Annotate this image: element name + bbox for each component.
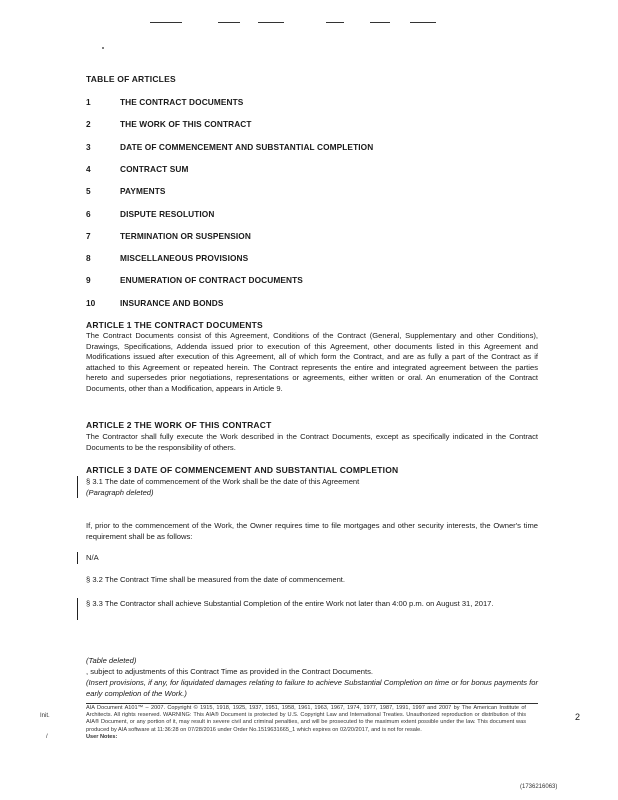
toc-item-number: 5 bbox=[86, 186, 91, 197]
revision-bar bbox=[77, 552, 78, 564]
toc-item-number: 10 bbox=[86, 297, 96, 308]
section-3-1: § 3.1 The date of commencement of the Work shall be the date of this Agreement bbox=[86, 477, 360, 486]
table-deleted-note: (Table deleted) bbox=[86, 656, 137, 665]
toc-item-number: 8 bbox=[86, 253, 91, 264]
header-rule bbox=[258, 22, 284, 23]
toc-item-number: 9 bbox=[86, 275, 91, 286]
toc-item-title: MISCELLANEOUS PROVISIONS bbox=[120, 253, 249, 264]
header-rule bbox=[410, 22, 436, 23]
paragraph-deleted-note: (Paragraph deleted) bbox=[86, 488, 154, 497]
section-3-2: § 3.2 The Contract Time shall be measured from the date of commencement. bbox=[86, 575, 346, 584]
subject-adjustments: , subject to adjustments of this Contract Time as provided in the Contract Documents. bbox=[86, 667, 374, 676]
init-label: Init. bbox=[40, 713, 50, 719]
article-1-heading: ARTICLE 1 THE CONTRACT DOCUMENTS bbox=[86, 320, 263, 330]
mortgage-paragraph: If, prior to the commencement of the Work, the Owner requires time to file mortgages and other security interests, the Owner's time requirement shall be as follows: bbox=[86, 521, 538, 541]
toc-item-title: PAYMENTS bbox=[120, 186, 166, 197]
toc-item-number: 2 bbox=[86, 119, 91, 130]
article-1-body: The Contract Documents consist of this Agreement, Conditions of the Contract (General, Supplementary and other Conditions), Drawings, Specifications, Addenda issued prior to execution of this Agreement, other documents listed in this Agreement and Modifications issued after execution of this Agreement, all of which form the Contract, and are as fully a part of the Contract as if attached to this Agreement or repeated herein. The Contract represents the entire and integrated agreement between the parties hereto and supersedes prior negotiations, representations or agreements, either written or oral. An enumeration of the Contract Documents, other than a Modification, appears in Article 9. bbox=[86, 331, 538, 393]
footer-rule bbox=[86, 703, 538, 704]
header-rule bbox=[326, 22, 344, 23]
header-rule bbox=[150, 22, 182, 23]
toc-item-title: THE CONTRACT DOCUMENTS bbox=[120, 97, 244, 107]
article-2-body: The Contractor shall fully execute the Work described in the Contract Documents, except as specifically indicated in the Contract Documents to be the responsibility of others. bbox=[86, 432, 538, 452]
toc-item-title: DATE OF COMMENCEMENT AND SUBSTANTIAL COMPLETION bbox=[120, 141, 374, 152]
na-value: N/A bbox=[86, 553, 99, 562]
revision-bar bbox=[77, 476, 78, 498]
section-3-3: § 3.3 The Contractor shall achieve Substantial Completion of the entire Work not later than 4:00 p.m. on August 31, 2017. bbox=[86, 599, 494, 608]
insert-provisions-note: (Insert provisions, if any, for liquidated damages relating to failure to achieve Substantial Completion on time or for bonus payments for early completion of the Work.) bbox=[86, 678, 538, 698]
toc-heading: TABLE OF ARTICLES bbox=[86, 74, 176, 84]
toc-item-number: 7 bbox=[86, 230, 91, 241]
header-rule bbox=[370, 22, 390, 23]
copyright-text: AIA Document A101™ – 2007. Copyright © 1915, 1918, 1925, 1937, 1951, 1958, 1961, 1963, 1967, 1974, 1977, 1987, 1991, 1997 and 2007 by The American Institute of Architects. All rights reserved. WARNING: This AIA® Document is protected by U.S. Copyright Law and International Treaties. Unauthorized reproduction or distribution of this AIA® Document, or any portion of it, may result in severe civil and criminal penalties, and will be prosecuted to the maximum extent possible under the law. This document was produced by AIA software at 11:36:28 on 07/28/2016 under Order No.1519631665_1 which expires on 02/20/2017, and is not for resale. bbox=[86, 705, 526, 733]
toc-item-number: 1 bbox=[86, 97, 91, 107]
toc-item-title: ENUMERATION OF CONTRACT DOCUMENTS bbox=[120, 275, 303, 286]
toc-item-title: CONTRACT SUM bbox=[120, 163, 189, 174]
toc-item-title: THE WORK OF THIS CONTRACT bbox=[120, 119, 252, 130]
article-2-heading: ARTICLE 2 THE WORK OF THIS CONTRACT bbox=[86, 420, 272, 430]
header-rule bbox=[218, 22, 240, 23]
init-slash: / bbox=[46, 734, 48, 740]
toc-item-title: INSURANCE AND BONDS bbox=[120, 297, 224, 308]
scan-speck bbox=[102, 47, 104, 49]
toc-item-number: 3 bbox=[86, 141, 91, 152]
toc-item-title: TERMINATION OR SUSPENSION bbox=[120, 230, 251, 241]
toc-item-title: DISPUTE RESOLUTION bbox=[120, 208, 215, 219]
article-3-heading: ARTICLE 3 DATE OF COMMENCEMENT AND SUBSTANTIAL COMPLETION bbox=[86, 465, 399, 475]
toc-item-number: 6 bbox=[86, 208, 91, 219]
toc-item-number: 4 bbox=[86, 163, 91, 174]
page-number: 2 bbox=[575, 712, 581, 722]
user-notes-label: User Notes: bbox=[86, 733, 118, 740]
copyright-notice bbox=[86, 705, 526, 741]
document-code: (1736216063) bbox=[520, 784, 558, 790]
revision-bar bbox=[77, 598, 78, 620]
